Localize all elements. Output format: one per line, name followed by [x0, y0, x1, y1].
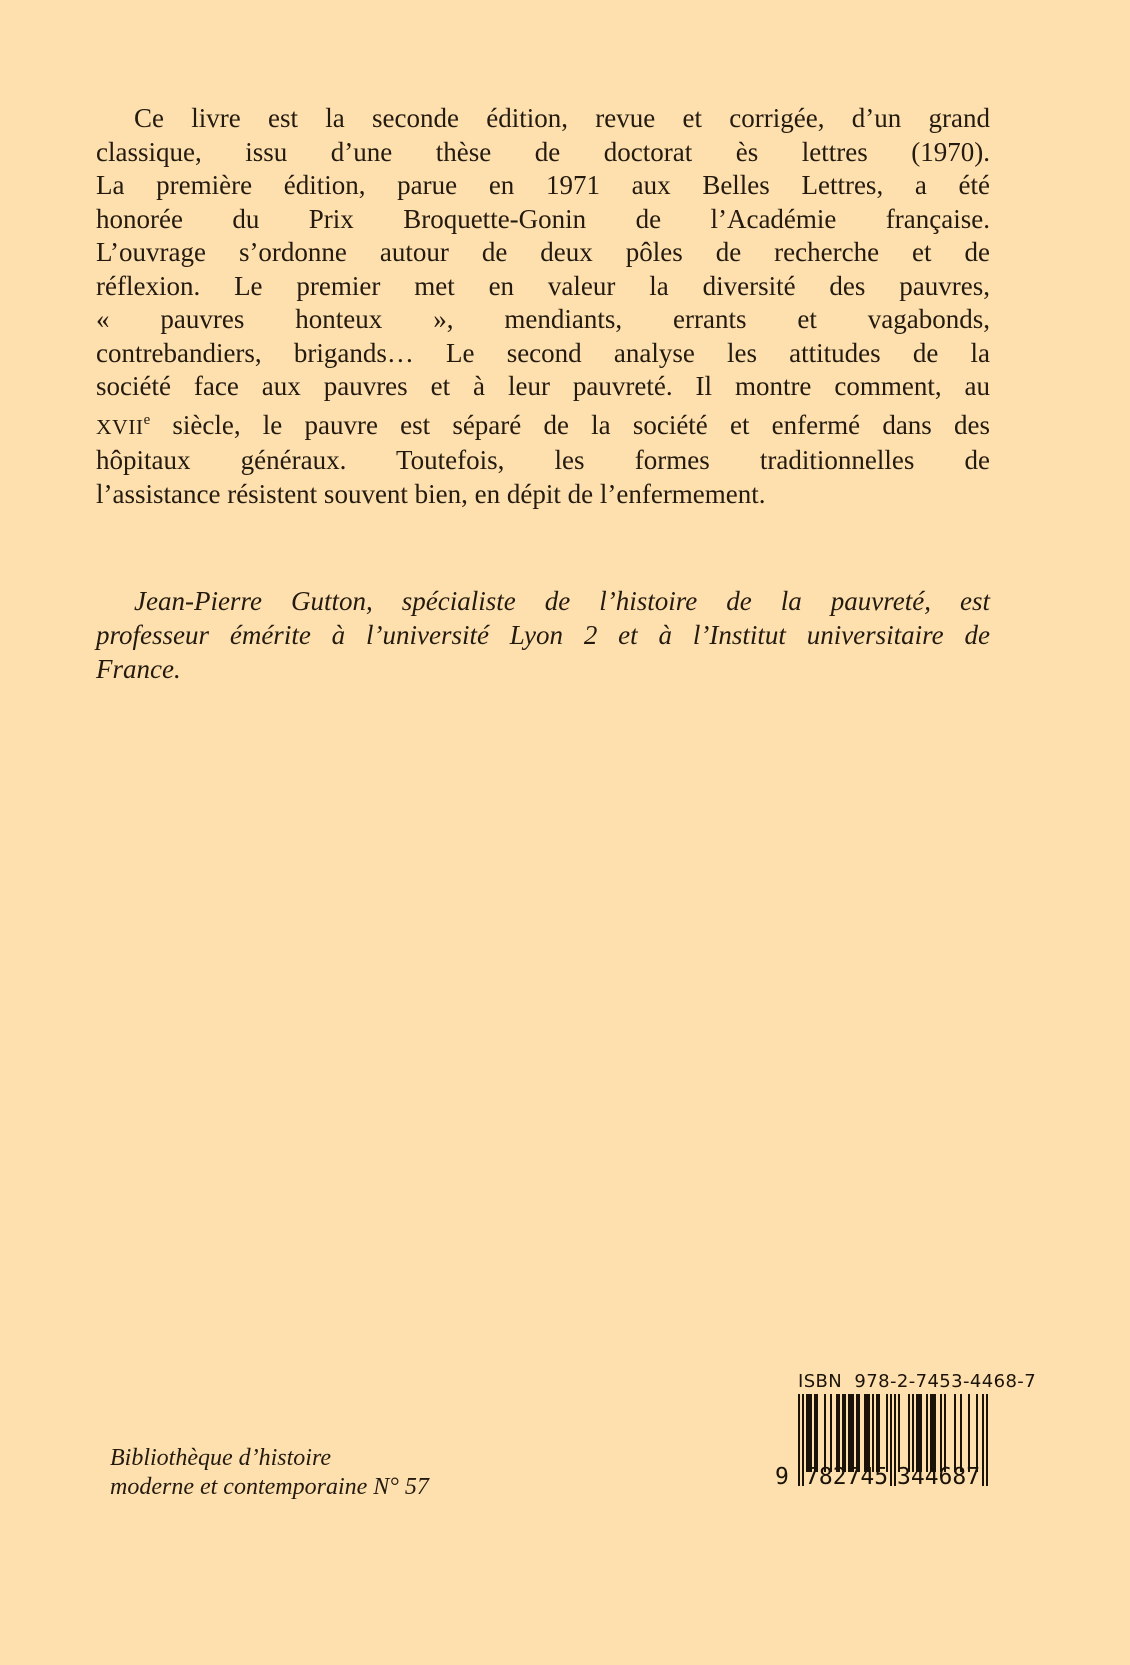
collection-line: Bibliothèque d’histoire [110, 1445, 332, 1471]
blurb-line: L’ouvrage s’ordonne autour de deux pôles de recherche et de [96, 237, 990, 267]
blurb-line: l’assistance résistent souvent bien, en dépit de l’enfermement. [96, 478, 766, 509]
isbn-label: ISBN 978-2-7453-4468-7 [798, 1371, 1037, 1392]
blurb-line: classique, issu d’une thèse de doctorat ès lettres (1970). [96, 136, 990, 167]
author-line: professeur émérite à l’université Lyon 2 et à l’Institut universitaire de [96, 620, 990, 650]
blurb-line: « pauvres honteux », mendiants, errants et vagabonds, [96, 304, 990, 334]
blurb-line: honorée du Prix Broquette-Gonin de l’Académie française. [96, 203, 990, 234]
blurb-line: hôpitaux généraux. Toutefois, les formes traditionnelles de [96, 445, 990, 475]
barcode-digits-left: 782745 [805, 1464, 889, 1490]
blurb-line: La première édition, parue en 1971 aux Belles Lettres, a été [96, 170, 990, 200]
author-line: Jean-Pierre Gutton, spécialiste de l’histoire de la pauvreté, est [134, 586, 990, 616]
author-line: France. [96, 654, 181, 684]
blurb-line: réflexion. Le premier met en valeur la diversité des pauvres, [96, 270, 990, 301]
blurb-line: société face aux pauvres et à leur pauvreté. Il montre comment, au [96, 371, 990, 401]
blurb-line-century [96, 404, 990, 445]
barcode-digits-right: 344687 [897, 1464, 981, 1490]
century-superscript: e [143, 411, 151, 428]
century-numeral: XVII [96, 414, 144, 439]
century-rest: siècle, le pauvre est séparé de la société et enfermé dans des [150, 409, 990, 440]
blurb-paragraph [96, 102, 990, 511]
blurb-line: Ce livre est la seconde édition, revue et corrigée, d’un grand [134, 103, 990, 133]
ean-barcode [775, 1371, 1037, 1495]
author-paragraph [96, 584, 990, 686]
blurb-line: contrebandiers, brigands… Le second analyse les attitudes de la [96, 337, 990, 368]
barcode-digit-first: 9 [775, 1464, 789, 1490]
collection-line: moderne et contemporaine N° 57 [110, 1474, 429, 1500]
collection-label [110, 1444, 429, 1502]
